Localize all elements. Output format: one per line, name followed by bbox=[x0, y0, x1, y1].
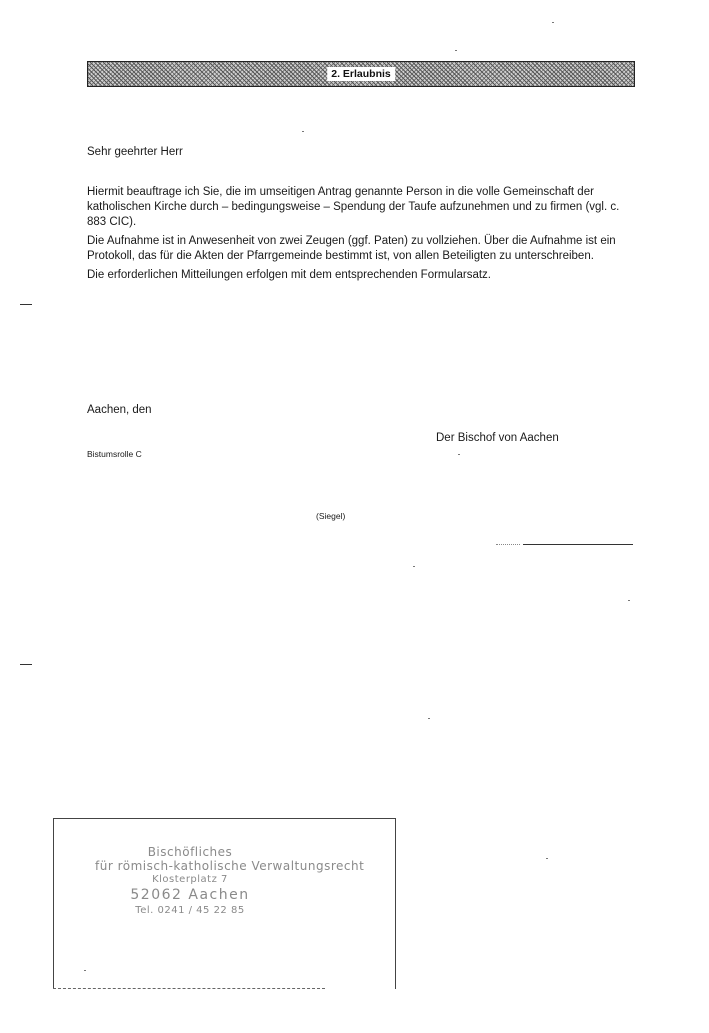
paragraph-witnesses: Die Aufnahme ist in Anwesenheit von zwei Zeugen (ggf. Paten) zu vollziehen. Über die Aufnahme ist ein Protokoll, das für die Akten der Pfarrgemeinde bestimmt ist, von allen Beteiligten zu unterschreiben. bbox=[87, 235, 616, 262]
stamp-line-office: Bischöfliches bbox=[147, 845, 233, 859]
scan-speck bbox=[84, 970, 86, 971]
signature-line-dots bbox=[496, 544, 520, 545]
stamp-line-phone: Tel. 0241 / 45 22 85 bbox=[135, 905, 245, 916]
signer-title: Der Bischof von Aachen bbox=[436, 432, 559, 444]
place-date: Aachen, den bbox=[87, 404, 152, 416]
stamp-line-street: Klosterplatz 7 bbox=[152, 874, 228, 885]
scan-speck bbox=[552, 22, 554, 23]
section-title: 2. Erlaubnis bbox=[327, 67, 395, 81]
section-header-band bbox=[87, 61, 635, 87]
scan-speck bbox=[413, 566, 415, 567]
signature-line bbox=[523, 544, 633, 545]
scan-speck bbox=[628, 600, 630, 601]
office-stamp bbox=[95, 845, 365, 917]
salutation: Sehr geehrter Herr bbox=[87, 146, 183, 158]
roll-reference: Bistumsrolle C bbox=[87, 449, 142, 459]
scan-speck bbox=[455, 50, 457, 51]
address-box-bottom-edge bbox=[53, 988, 325, 989]
paragraph-commission: Hiermit beauftrage ich Sie, die im umseitigen Antrag genannte Person in die volle Gemeinschaft der katholischen Kirche durch – bedingungsweise – Spendung der Taufe aufzunehmen und zu firmen (vgl. c. 883 CIC). bbox=[87, 186, 620, 228]
fold-mark-top bbox=[20, 304, 32, 305]
scan-speck bbox=[546, 858, 548, 859]
fold-mark-bottom bbox=[20, 664, 32, 665]
paragraph-notifications: Die erforderlichen Mitteilungen erfolgen mit dem entsprechenden Formularsatz. bbox=[87, 269, 491, 281]
scan-speck bbox=[458, 454, 460, 455]
scan-speck bbox=[428, 718, 430, 719]
scan-speck bbox=[302, 131, 304, 132]
seal-placeholder: (Siegel) bbox=[316, 511, 346, 521]
stamp-line-department: für römisch-katholische Verwaltungsrecht bbox=[95, 859, 365, 873]
stamp-line-city: 52062 Aachen bbox=[130, 887, 250, 903]
